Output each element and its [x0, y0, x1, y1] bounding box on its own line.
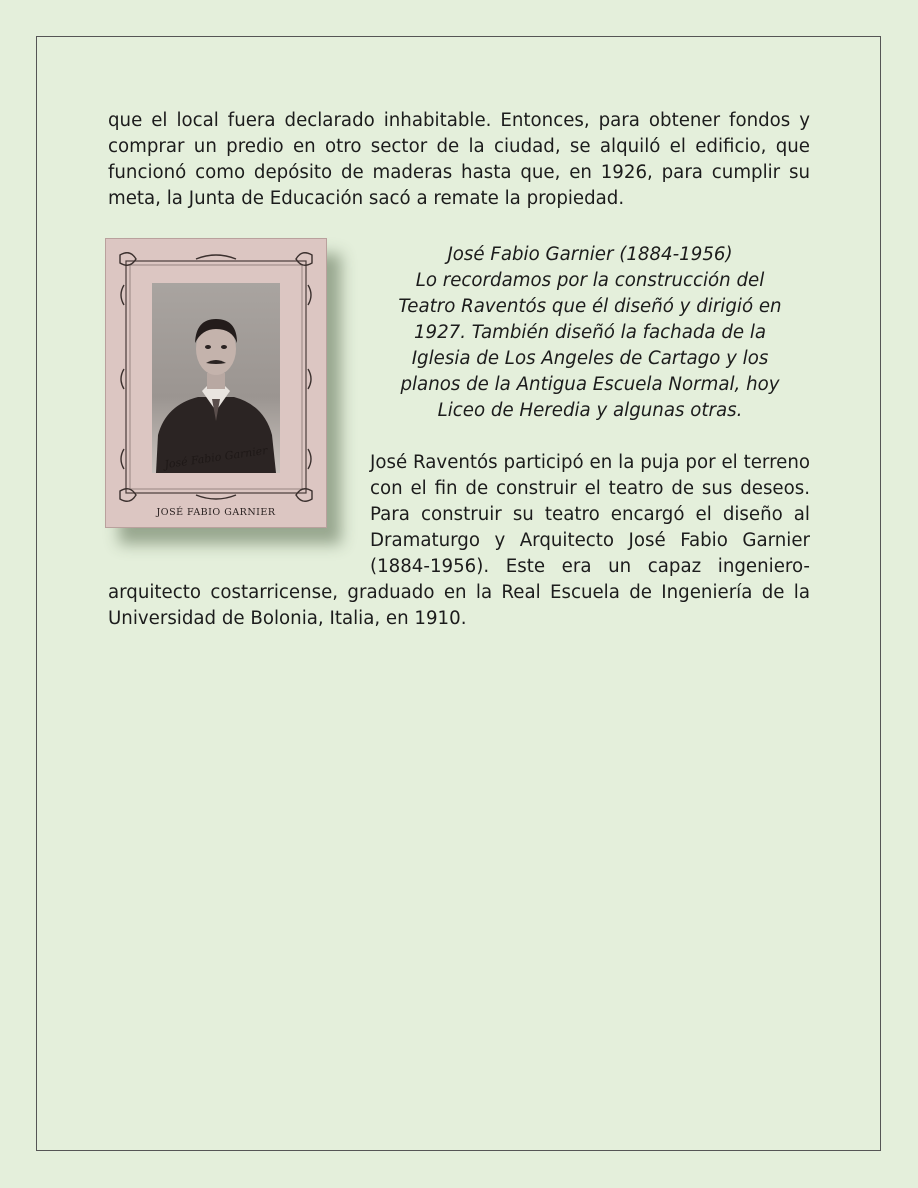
caption-line: Teatro Raventós que él diseñó y dirigió en — [398, 296, 782, 317]
document-body — [108, 108, 810, 632]
caption-line: Liceo de Heredia y algunas otras. — [437, 400, 743, 421]
paragraph-raventos: José Raventós participó en la puja por el terreno con el fin de construir el teatro de sus deseos. Para construir su teatro encargó el diseño al Dramaturgo y Arquitecto José Fabio Garnier (1884-1956). Este era un capaz ingeniero-arquitecto costarricense, graduado en la Real Escuela de Ingeniería de la Universidad de Bolonia, Italia, en 1910. — [108, 452, 810, 629]
portrait-label: JOSÉ FABIO GARNIER — [156, 507, 276, 518]
caption-line: planos de la Antigua Escuela Normal, hoy — [400, 374, 780, 395]
paragraph-intro: que el local fuera declarado inhabitable. Entonces, para obtener fondos y comprar un predio en otro sector de la ciudad, se alquiló el edificio, que funcionó como depósito de maderas hasta que, en 1926, para cumplir su meta, la Junta de Educación sacó a remate la propiedad. — [108, 110, 810, 209]
portrait-signature: José Fabio Garnier — [163, 443, 269, 472]
caption-line: Lo recordamos por la construcción del — [415, 270, 765, 291]
portrait-figure — [108, 228, 370, 564]
caption-line: Iglesia de Los Angeles de Cartago y los — [411, 348, 769, 369]
caption-line: José Fabio Garnier (1884-1956) — [447, 244, 733, 265]
portrait-photo — [105, 238, 327, 528]
caption-line: 1927. También diseñó la fachada de la — [413, 322, 767, 343]
